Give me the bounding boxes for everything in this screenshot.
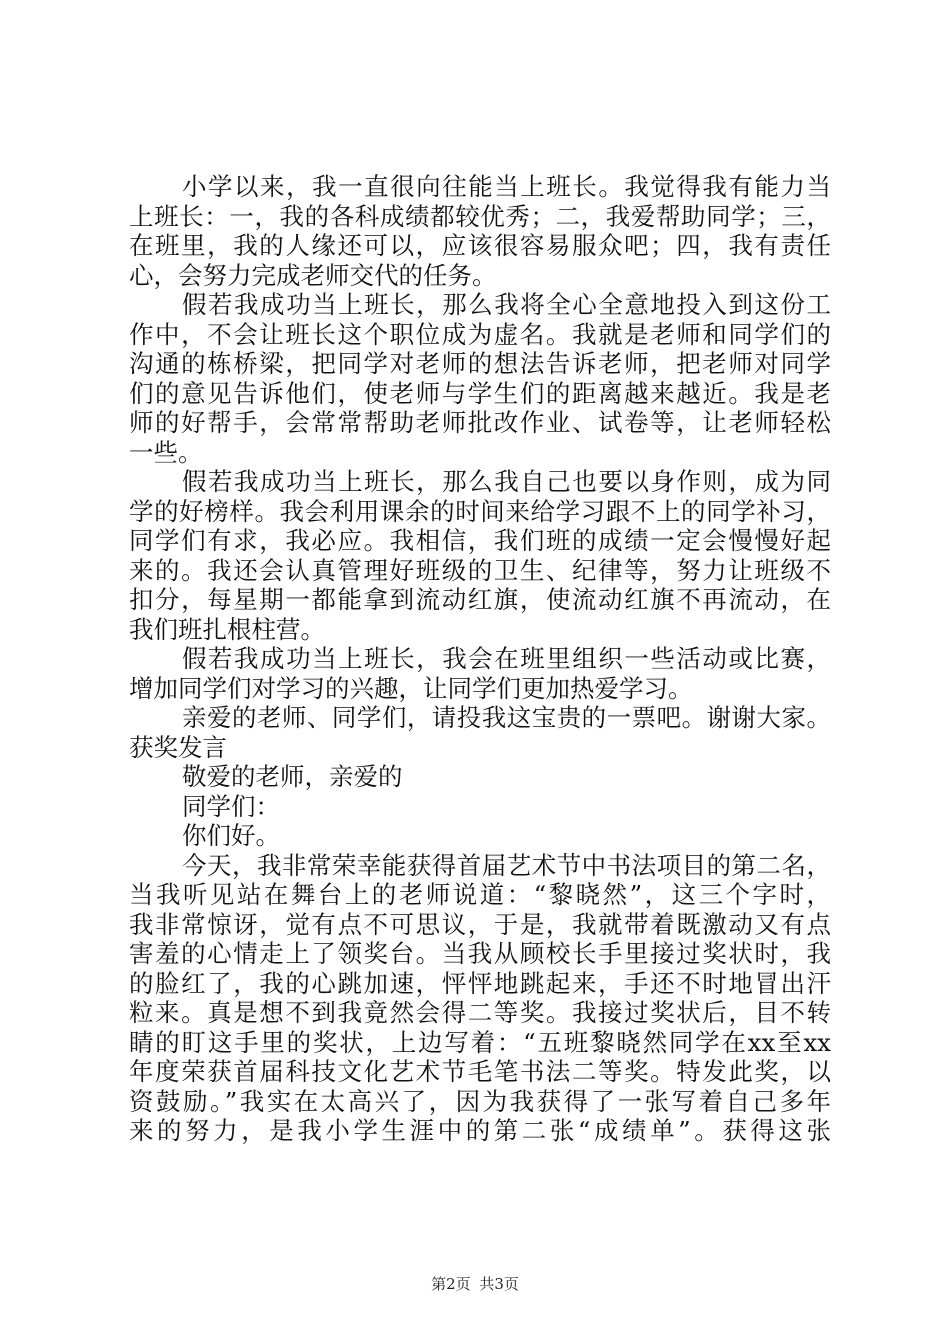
text-line: 来的努力，是我小学生涯中的第二张“成绩单”。获得这张 bbox=[129, 1116, 831, 1145]
text-line: 学的好榜样。我会利用课余的时间来给学习跟不上的同学补习， bbox=[129, 496, 831, 526]
text-line: 上班长：一，我的各科成绩都较优秀；二，我爱帮助同学；三， bbox=[129, 201, 831, 231]
text-line: 在班里，我的人缘还可以，应该很容易服众吧；四，我有责任 bbox=[129, 231, 831, 260]
text-line: 敬爱的老师，亲爱的 bbox=[182, 762, 403, 791]
text-line: 年度荣获首届科技文化艺术节毛笔书法二等奖。特发此奖，以 bbox=[129, 1057, 831, 1086]
text-line: 睛的盯这手里的奖状，上边写着：“五班黎晓然同学在xx至xx bbox=[129, 1027, 831, 1057]
page-footer bbox=[0, 1274, 950, 1294]
text-line: 心，会努力完成老师交代的任务。 bbox=[129, 260, 497, 290]
text-line: 假若我成功当上班长，我会在班里组织一些活动或比赛， bbox=[182, 644, 831, 673]
text-line: 当我听见站在舞台上的老师说道：“黎晓然”，这三个字时， bbox=[129, 880, 831, 909]
text-line: 一些。 bbox=[129, 437, 203, 467]
text-line: 沟通的栋桥梁，把同学对老师的想法告诉老师，把老师对同学 bbox=[129, 349, 831, 378]
text-line: 获奖发言 bbox=[129, 732, 227, 762]
text-line: 我们班扎根柱营。 bbox=[129, 614, 325, 644]
text-line: 小学以来，我一直很向往能当上班长。我觉得我有能力当 bbox=[182, 172, 831, 201]
text-line: 来的。我还会认真管理好班级的卫生、纪律等，努力让班级不 bbox=[129, 555, 831, 585]
text-line: 假若我成功当上班长，那么我将全心全意地投入到这份工 bbox=[182, 290, 831, 319]
text-line: 师的好帮手，会常常帮助老师批改作业、试卷等，让老师轻松 bbox=[129, 408, 831, 437]
text-line: 的脸红了，我的心跳加速，怦怦地跳起来，手还不时地冒出汗 bbox=[129, 968, 831, 998]
text-line: 同学们有求，我必应。我相信，我们班的成绩一定会慢慢好起 bbox=[129, 526, 831, 555]
text-line: 作中，不会让班长这个职位成为虚名。我就是老师和同学们的 bbox=[129, 319, 831, 349]
text-line: 粒来。真是想不到我竟然会得二等奖。我接过奖状后，目不转 bbox=[129, 998, 831, 1027]
text-line: 们的意见告诉他们，使老师与学生们的距离越来越近。我是老 bbox=[129, 378, 831, 408]
text-line: 假若我成功当上班长，那么我自己也要以身作则，成为同 bbox=[182, 467, 831, 496]
page-total: 共3页 bbox=[479, 1275, 519, 1293]
document-body bbox=[129, 172, 831, 1146]
text-line: 同学们： bbox=[182, 791, 280, 821]
page-number: 第2页 bbox=[431, 1275, 471, 1293]
text-line: 害羞的心情走上了领奖台。当我从顾校长手里接过奖状时，我 bbox=[129, 939, 831, 968]
text-line: 亲爱的老师、同学们，请投我这宝贵的一票吧。谢谢大家。 bbox=[182, 703, 831, 732]
text-line: 你们好。 bbox=[182, 821, 280, 850]
text-line: 增加同学们对学习的兴趣，让同学们更加热爱学习。 bbox=[129, 673, 693, 703]
text-line: 扣分，每星期一都能拿到流动红旗，使流动红旗不再流动，在 bbox=[129, 585, 831, 614]
text-line: 我非常惊讶，觉有点不可思议，于是，我就带着既激动又有点 bbox=[129, 909, 831, 939]
text-line: 资鼓励。”我实在太高兴了，因为我获得了一张写着自己多年 bbox=[129, 1086, 831, 1116]
text-line: 今天，我非常荣幸能获得首届艺术节中书法项目的第二名， bbox=[182, 850, 831, 880]
